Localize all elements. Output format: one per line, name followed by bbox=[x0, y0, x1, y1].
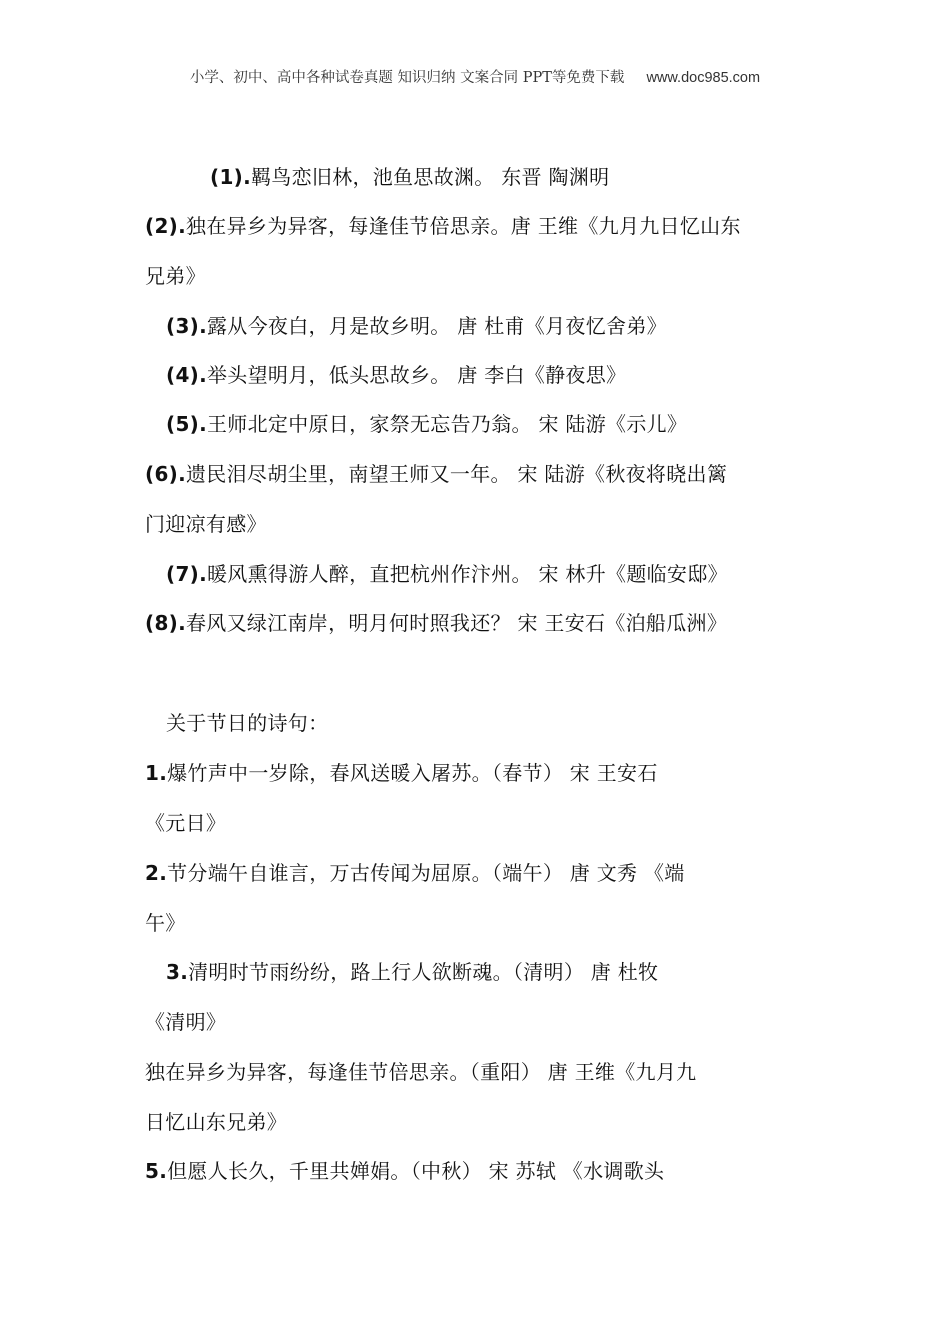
line-text: 独在异乡为异客，每逢佳节倍思亲。唐 王维《九月九日忆山东 bbox=[186, 214, 741, 238]
line-number: (6). bbox=[145, 462, 186, 486]
line-text: 羁鸟恋旧林，池鱼思故渊。 东晋 陶渊明 bbox=[251, 165, 610, 189]
poem-line bbox=[145, 211, 741, 241]
heading-text: 关于节日的诗句： bbox=[166, 711, 329, 735]
line-text: 节分端午自谁言，万古传闻为屈原。（端午） 唐 文秀 《端 bbox=[167, 861, 685, 885]
poem-line bbox=[145, 858, 685, 888]
line-number: (2). bbox=[145, 214, 186, 238]
poem-line bbox=[166, 957, 658, 987]
poem-line-continuation bbox=[145, 1107, 287, 1137]
line-text: 爆竹声中一岁除，春风送暖入屠苏。（春节） 宋 王安石 bbox=[167, 761, 658, 785]
line-text: 独在异乡为异客，每逢佳节倍思亲。（重阳） 唐 王维《九月九 bbox=[145, 1060, 697, 1084]
poem-line-continuation bbox=[145, 1007, 226, 1037]
line-number: (5). bbox=[166, 412, 207, 436]
poem-line bbox=[166, 409, 687, 439]
line-number: 2. bbox=[145, 861, 168, 885]
line-text: 露从今夜白，月是故乡明。 唐 杜甫《月夜忆舍弟》 bbox=[207, 314, 667, 338]
poem-line bbox=[145, 459, 727, 489]
line-text: 门迎凉有感》 bbox=[145, 512, 267, 536]
poem-line bbox=[145, 1156, 664, 1186]
line-text: 兄弟》 bbox=[145, 264, 206, 288]
line-text: 暖风熏得游人醉，直把杭州作汴州。 宋 林升《题临安邸》 bbox=[207, 562, 728, 586]
line-text: 遗民泪尽胡尘里，南望王师又一年。 宋 陆游《秋夜将晓出篱 bbox=[186, 462, 728, 486]
line-text: 午》 bbox=[145, 911, 186, 935]
line-text: 日忆山东兄弟》 bbox=[145, 1110, 288, 1134]
poem-line-continuation bbox=[145, 808, 226, 838]
poem-line bbox=[145, 1057, 696, 1087]
line-number: (8). bbox=[145, 611, 186, 635]
line-number: (1). bbox=[210, 165, 251, 189]
line-number: (3). bbox=[166, 314, 207, 338]
poem-line bbox=[166, 311, 667, 341]
line-text: 举头望明月，低头思故乡。 唐 李白《静夜思》 bbox=[207, 363, 627, 387]
poem-line bbox=[145, 758, 658, 788]
poem-line bbox=[166, 559, 728, 589]
line-text: 春风又绿江南岸，明月何时照我还？ 宋 王安石《泊船瓜洲》 bbox=[186, 611, 728, 635]
line-text: 《清明》 bbox=[145, 1010, 227, 1034]
line-text: 《元日》 bbox=[145, 811, 227, 835]
poem-line bbox=[166, 360, 626, 390]
line-number: (4). bbox=[166, 363, 207, 387]
line-number: (7). bbox=[166, 562, 207, 586]
line-number: 5. bbox=[145, 1159, 168, 1183]
poem-line-continuation bbox=[145, 261, 206, 291]
poem-line-continuation bbox=[145, 509, 267, 539]
poem-line bbox=[145, 608, 727, 638]
line-text: 清明时节雨纷纷，路上行人欲断魂。（清明） 唐 杜牧 bbox=[188, 960, 659, 984]
header-url: www.doc985.com bbox=[646, 70, 761, 86]
poem-line bbox=[210, 162, 609, 192]
line-number: 3. bbox=[166, 960, 189, 984]
header-text: 小学、初中、高中各种试卷真题 知识归纳 文案合同 PPT等免费下载 bbox=[189, 70, 625, 86]
line-number: 1. bbox=[145, 761, 168, 785]
line-text: 王师北定中原日，家祭无忘告乃翁。 宋 陆游《示儿》 bbox=[207, 412, 688, 436]
section-heading bbox=[166, 708, 328, 738]
poem-line-continuation bbox=[145, 908, 186, 938]
line-text: 但愿人长久，千里共婵娟。（中秋） 宋 苏轼 《水调歌头 bbox=[167, 1159, 665, 1183]
page-header bbox=[0, 66, 950, 87]
